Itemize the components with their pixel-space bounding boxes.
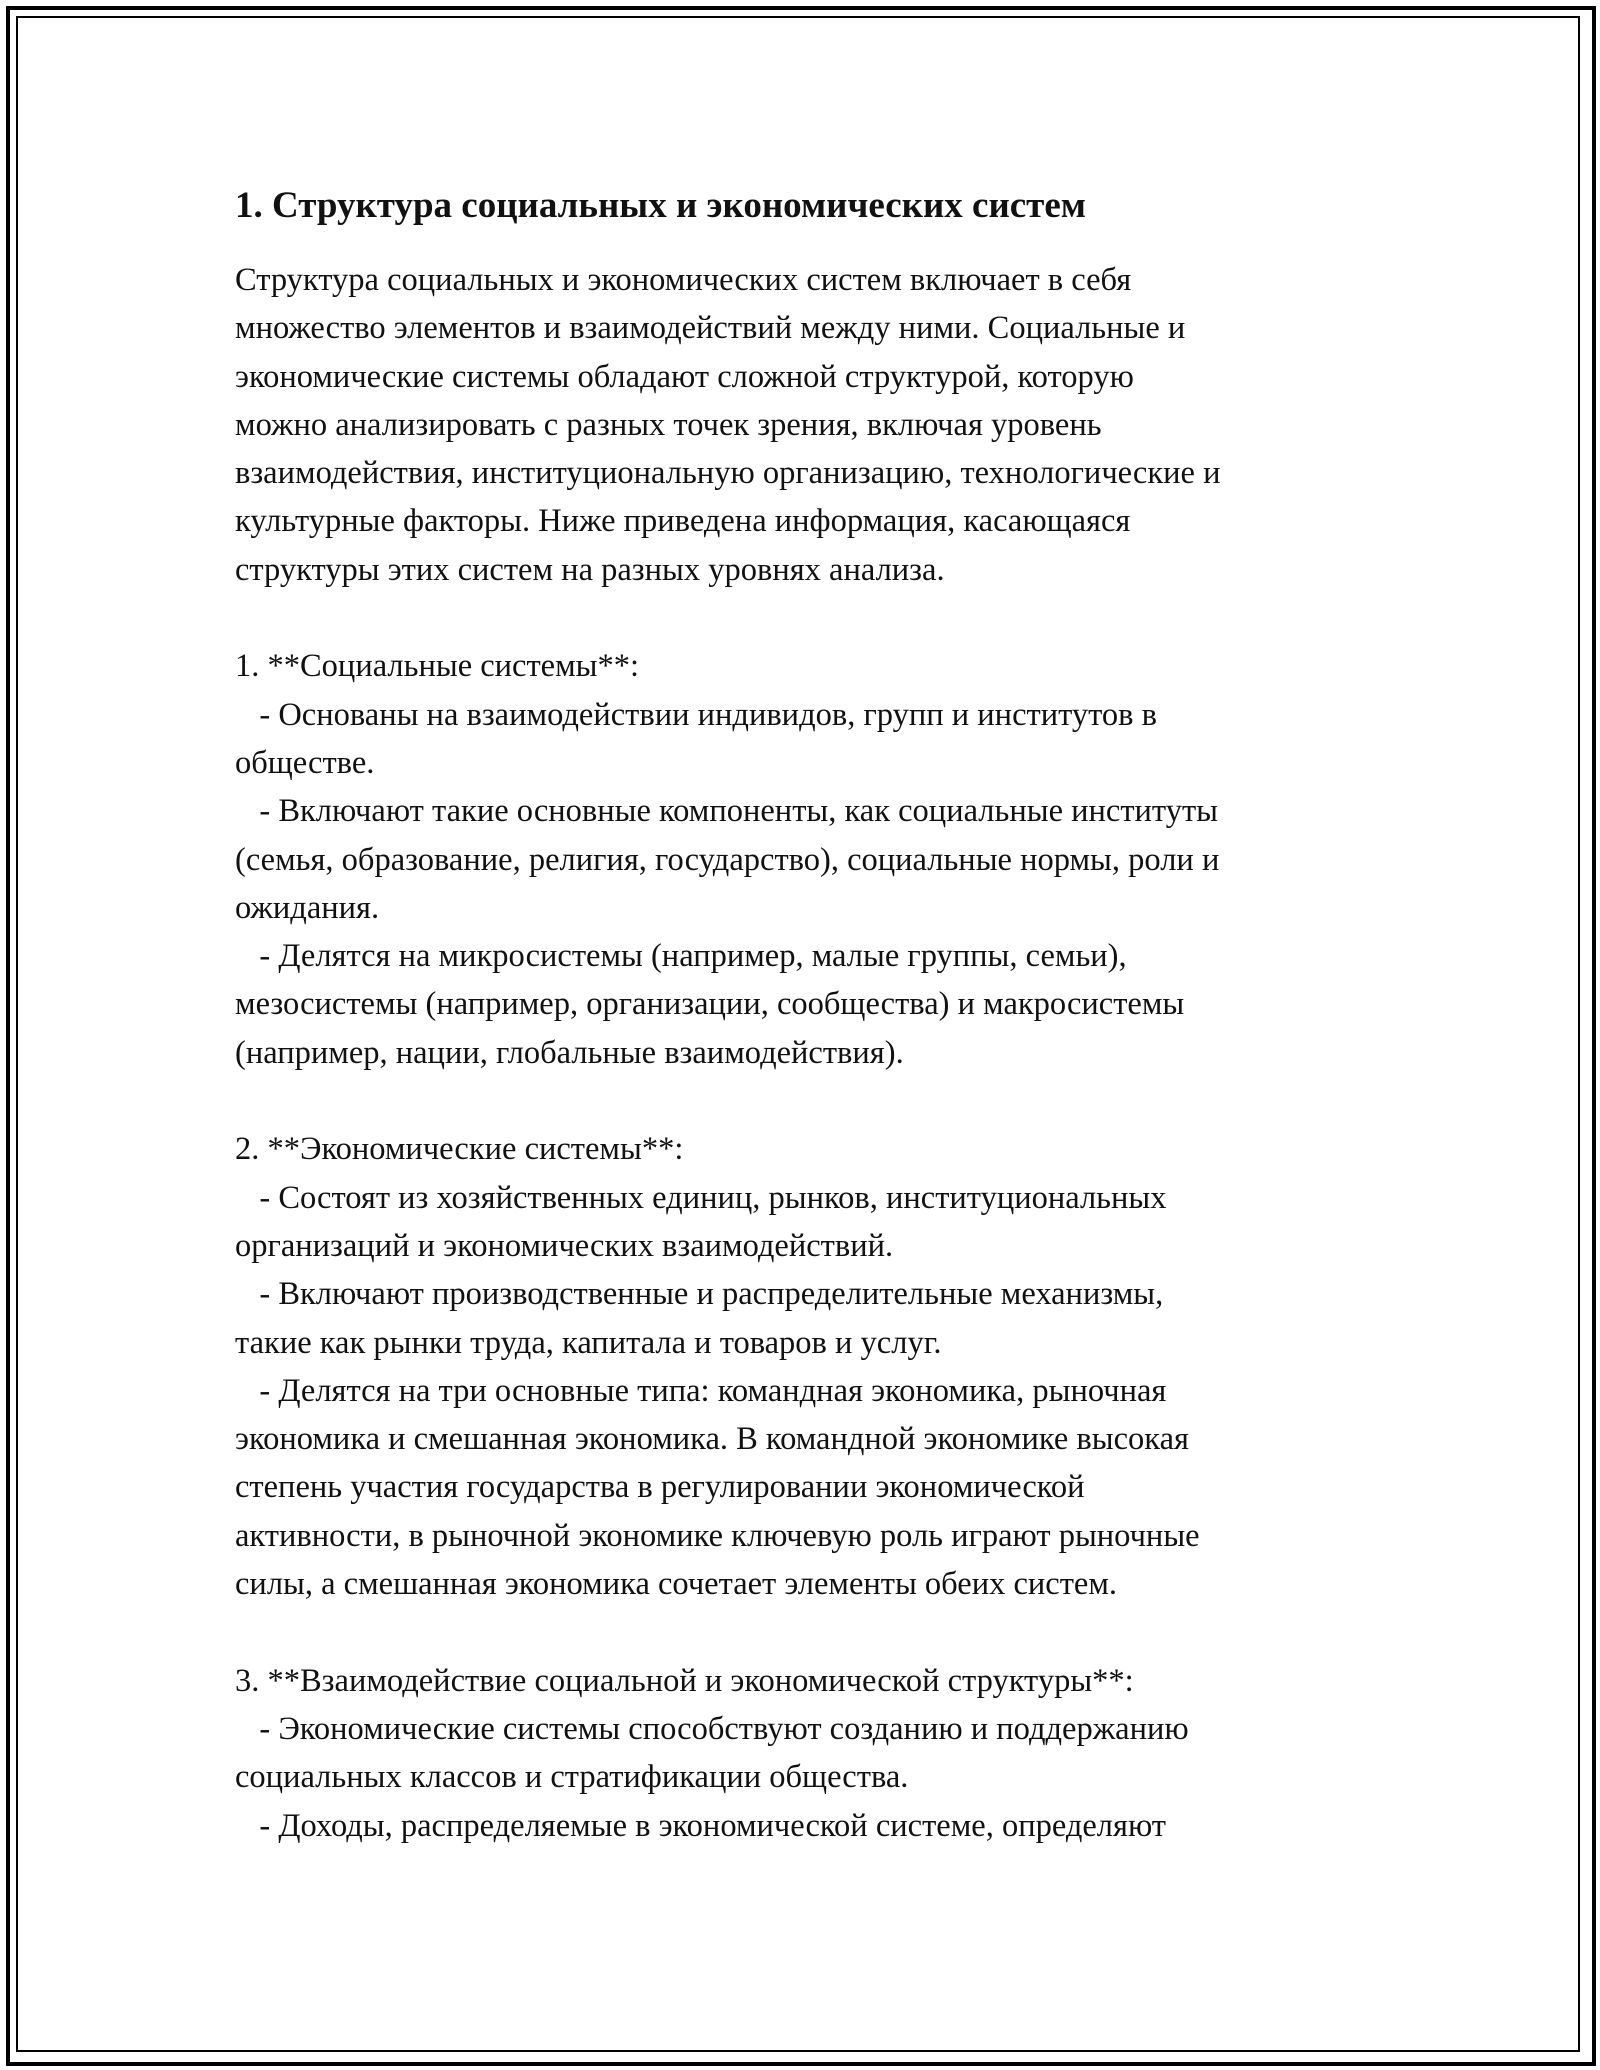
document-body-text: Структура социальных и экономических систем включает в себя множество элементов и взаимодействий между ними. Социальные и экономические системы обладают сложной структурой, которую можно анализировать с разных точек зрения, включая уровень взаимодействия, институциональную организацию, технологические и культурные факторы. Ниже приведена информация, касающаяся структуры этих систем на разных уровнях анализа. 1. **Социальные системы**: - Основаны на взаимодействии индивидов, групп и институтов в обществе. - Включают такие основные компоненты, как социальные институты (семья, образование, религия, государство), социальные нормы, роли и ожидания. - Делятся на микросистемы (например, малые группы, семьи), мезосистемы (например, организации, сообщества) и макросистемы (например, нации, глобальные взаимодействия). 2. **Экономические системы**: - Состоят из хозяйственных единиц, рынков, институциональных организаций и экономических взаимодействий. - Включают производственные и распределительные механизмы, такие как рынки труда, капитала и товаров и услуг. - Делятся на три основные типа: командная экономика, рыночная экономика и смешанная экономика. В командной экономике высокая степень участия государства в регулировании экономической активности, в рыночной экономике ключевую роль играют рыночные силы, а смешанная экономика сочетает элементы обеих систем. 3. **Взаимодействие социальной и экономической структуры**: - Экономические системы способствуют созданию и поддержанию социальных классов и стратификации общества. - Доходы, распределяемые в экономической системе, определяют: [235, 262, 1221, 1844]
section-heading: 1. Структура социальных и экономических систем: [235, 185, 1086, 226]
document-page: [235, 182, 1385, 1850]
